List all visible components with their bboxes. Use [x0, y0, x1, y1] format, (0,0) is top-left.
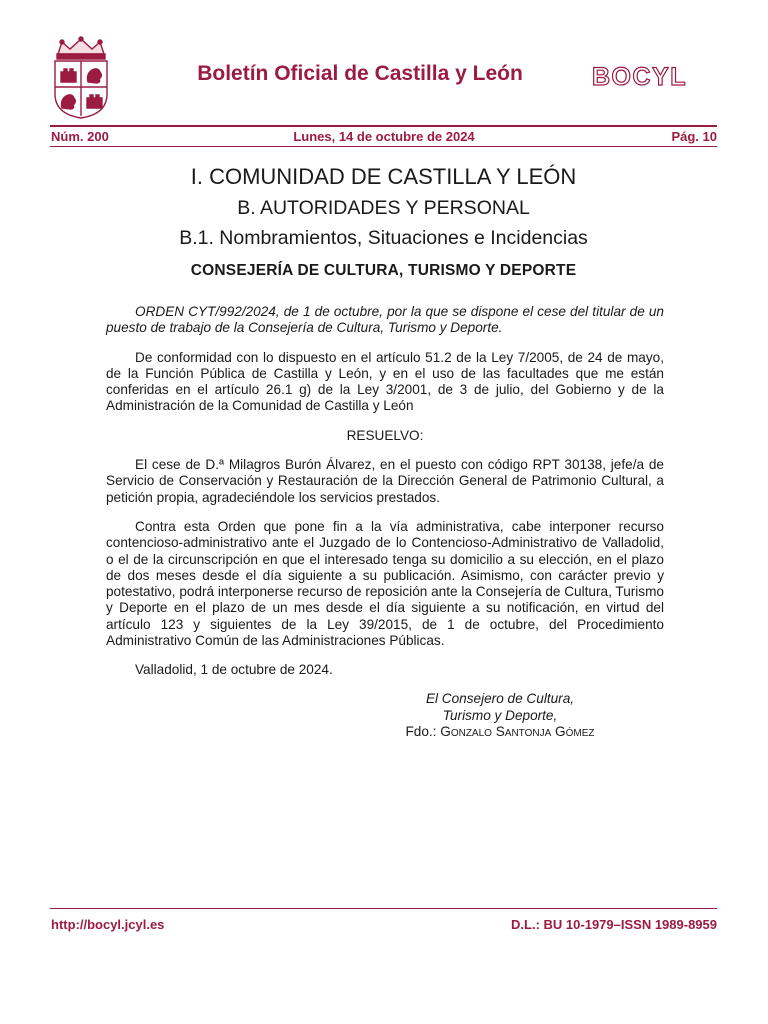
bocyl-logo [592, 63, 718, 94]
section-level2: B. AUTORIDADES Y PERSONAL [237, 197, 530, 219]
resolution-paragraph: El cese de D.ª Milagros Burón Álvarez, en el puesto con código RPT 30138, jefe/a de Servicio de Conservación y Restauración de la Dirección General de Patrimonio Cultural, a petición propia, agradeciéndole los servicios prestados. [106, 457, 664, 505]
issue-number: Núm. 200 [51, 129, 109, 144]
header-rule [50, 125, 717, 127]
signature-signed-by [380, 724, 620, 741]
appeal-paragraph: Contra esta Orden que pone fin a la vía administrativa, cabe interponer recurso contencioso-administrativo ante el Juzgado de lo Contencioso-Administrativo de Valladolid, o el de la circunscripción en que el interesado tenga su domicilio a su elección, en el plazo de dos meses desde el día siguiente a su publicación. Asimismo, con carácter previo y potestativo, podrá interponerse recurso de reposición ante la Consejería de Cultura, Turismo y Deporte en el plazo de un mes desde el día siguiente a su notificación, en virtud del artículo 123 y siguientes de la Ley 39/2015, de 1 de octubre, del Procedimiento Administrativo Común de las Administraciones Públicas. [106, 518, 664, 649]
document-body [106, 304, 664, 692]
department-heading: CONSEJERÍA DE CULTURA, TURISMO Y DEPORTE [190, 262, 577, 279]
footer-url-link[interactable]: http://bocyl.jcyl.es [51, 917, 165, 932]
section-level3: B.1. Nombramientos, Situaciones e Incidencias [179, 227, 588, 249]
preamble-paragraph: De conformidad con lo dispuesto en el artículo 51.2 de la Ley 7/2005, de 24 de mayo, de la Función Pública de Castilla y León, y en el uso de las facultades que me están conferidas en el artículo 26.1 g) de la Ley 3/2001, de 3 de julio, del Gobierno y de la Administración de la Comunidad de Castilla y León [106, 349, 664, 414]
signatory-name: Gonzalo Santonja Gómez [440, 724, 595, 739]
resolve-heading: RESUELVO: [346, 427, 424, 443]
footer-rule [50, 908, 717, 909]
issue-date: Lunes, 14 de octubre de 2024 [293, 129, 475, 144]
svg-text:BOCYL: BOCYL [592, 63, 687, 89]
coat-of-arms-icon [50, 36, 112, 120]
section-level1: I. COMUNIDAD DE CASTILLA Y LEÓN [190, 164, 577, 189]
signature-block [380, 691, 620, 741]
signature-line1: El Consejero de Cultura, [425, 691, 575, 706]
meta-rule [50, 146, 717, 147]
legal-deposit: D.L.: BU 10-1979–ISSN 1989-8959 [511, 917, 717, 932]
place-date: Valladolid, 1 de octubre de 2024. [135, 662, 333, 678]
order-title: ORDEN CYT/992/2024, de 1 de octubre, por la que se dispone el cese del titular de un puesto de trabajo de la Consejería de Cultura, Turismo y Deporte. [106, 304, 664, 336]
signature-prefix: Fdo.: [405, 724, 441, 739]
signature-line2: Turismo y Deporte, [442, 707, 558, 723]
page-number: Pág. 10 [671, 129, 717, 144]
bulletin-title: Boletín Oficial de Castilla y León [197, 62, 523, 85]
